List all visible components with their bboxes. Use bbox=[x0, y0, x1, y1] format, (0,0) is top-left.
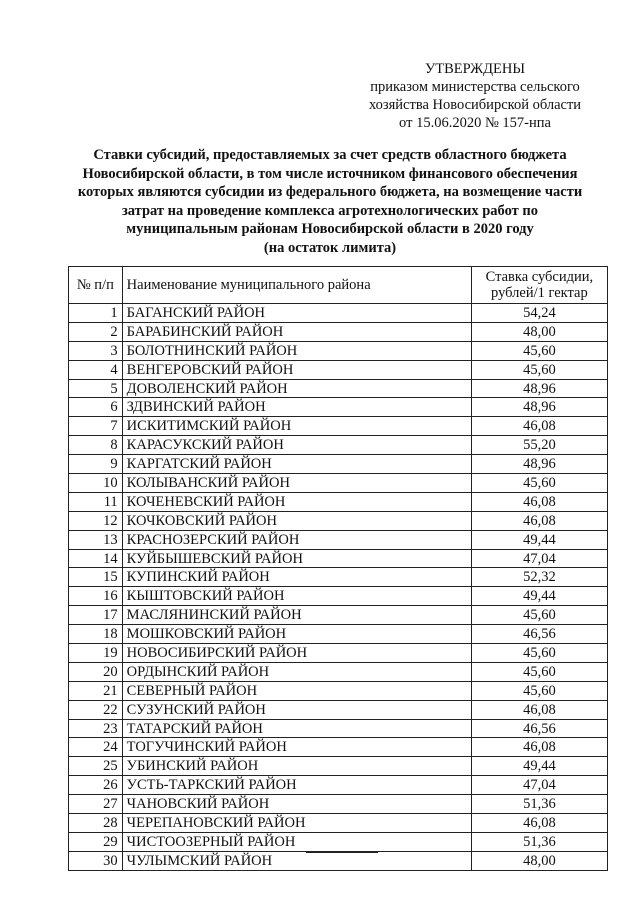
district-name: БАРАБИНСКИЙ РАЙОН bbox=[122, 322, 471, 341]
table-row bbox=[69, 436, 608, 455]
row-number: 22 bbox=[69, 700, 123, 719]
row-number: 12 bbox=[69, 511, 123, 530]
row-number: 18 bbox=[69, 625, 123, 644]
subsidy-rate: 46,08 bbox=[471, 511, 607, 530]
table-row bbox=[69, 625, 608, 644]
district-name: КУПИНСКИЙ РАЙОН bbox=[122, 568, 471, 587]
approval-line: приказом министерства сельского bbox=[370, 79, 580, 95]
header-district-name: Наименование муниципального района bbox=[122, 267, 471, 304]
subsidy-rate: 49,44 bbox=[471, 587, 607, 606]
table-row bbox=[69, 474, 608, 493]
row-number: 23 bbox=[69, 719, 123, 738]
table-row bbox=[69, 511, 608, 530]
row-number: 27 bbox=[69, 795, 123, 814]
header-number: № п/п bbox=[69, 267, 123, 304]
subsidy-rate: 46,56 bbox=[471, 719, 607, 738]
district-name: КУЙБЫШЕВСКИЙ РАЙОН bbox=[122, 549, 471, 568]
row-number: 2 bbox=[69, 322, 123, 341]
row-number: 3 bbox=[69, 341, 123, 360]
district-name: ЧИСТООЗЕРНЫЙ РАЙОН bbox=[122, 832, 471, 851]
row-number: 24 bbox=[69, 738, 123, 757]
row-number: 5 bbox=[69, 379, 123, 398]
title-line: Новосибирской области, в том числе источником финансового обеспечения bbox=[82, 165, 578, 182]
district-name: МАСЛЯНИНСКИЙ РАЙОН bbox=[122, 606, 471, 625]
header-rate-line: рублей/1 гектар bbox=[491, 285, 588, 301]
row-number: 21 bbox=[69, 681, 123, 700]
row-number: 14 bbox=[69, 549, 123, 568]
district-name: БОЛОТНИНСКИЙ РАЙОН bbox=[122, 341, 471, 360]
row-number: 9 bbox=[69, 455, 123, 474]
row-number: 19 bbox=[69, 644, 123, 663]
row-number: 25 bbox=[69, 757, 123, 776]
subsidy-rate: 45,60 bbox=[471, 662, 607, 681]
row-number: 10 bbox=[69, 474, 123, 493]
subsidy-rate: 45,60 bbox=[471, 474, 607, 493]
subsidy-rate: 47,04 bbox=[471, 776, 607, 795]
row-number: 26 bbox=[69, 776, 123, 795]
title-line: муниципальным районам Новосибирской области в 2020 году bbox=[126, 221, 534, 237]
table-row bbox=[69, 587, 608, 606]
subsidy-rate: 48,96 bbox=[471, 455, 607, 474]
row-number: 6 bbox=[69, 398, 123, 417]
row-number: 11 bbox=[69, 492, 123, 511]
row-number: 8 bbox=[69, 436, 123, 455]
district-name: ОРДЫНСКИЙ РАЙОН bbox=[122, 662, 471, 681]
table-row bbox=[69, 322, 608, 341]
approval-block bbox=[350, 60, 600, 132]
district-name: ТАТАРСКИЙ РАЙОН bbox=[122, 719, 471, 738]
subsidy-rate: 48,00 bbox=[471, 851, 607, 870]
row-number: 13 bbox=[69, 530, 123, 549]
subsidy-rate: 46,08 bbox=[471, 700, 607, 719]
title-line: (на остаток лимита) bbox=[263, 239, 397, 256]
table-row bbox=[69, 681, 608, 700]
district-name: ВЕНГЕРОВСКИЙ РАЙОН bbox=[122, 360, 471, 379]
table-row bbox=[69, 606, 608, 625]
table-row bbox=[69, 851, 608, 870]
header-rate bbox=[471, 267, 607, 304]
subsidy-rate: 46,08 bbox=[471, 738, 607, 757]
subsidy-rate: 47,04 bbox=[471, 549, 607, 568]
table-body bbox=[69, 304, 608, 871]
subsidy-rate: 45,60 bbox=[471, 681, 607, 700]
subsidy-rate: 45,60 bbox=[471, 606, 607, 625]
district-name: КОЧКОВСКИЙ РАЙОН bbox=[122, 511, 471, 530]
district-name: КОЧЕНЕВСКИЙ РАЙОН bbox=[122, 492, 471, 511]
subsidy-rates-table bbox=[68, 266, 608, 871]
table-row bbox=[69, 379, 608, 398]
row-number: 15 bbox=[69, 568, 123, 587]
table-row bbox=[69, 662, 608, 681]
table-header-row bbox=[69, 267, 608, 304]
table-row bbox=[69, 644, 608, 663]
subsidy-rate: 49,44 bbox=[471, 757, 607, 776]
table-row bbox=[69, 776, 608, 795]
district-name: УБИНСКИЙ РАЙОН bbox=[122, 757, 471, 776]
table-row bbox=[69, 568, 608, 587]
approval-line: хозяйства Новосибирской области bbox=[368, 97, 582, 113]
table-row bbox=[69, 530, 608, 549]
district-name: КОЛЫВАНСКИЙ РАЙОН bbox=[122, 474, 471, 493]
table-row bbox=[69, 417, 608, 436]
row-number: 20 bbox=[69, 662, 123, 681]
table-row bbox=[69, 398, 608, 417]
district-name: ЗДВИНСКИЙ РАЙОН bbox=[122, 398, 471, 417]
district-name: КРАСНОЗЕРСКИЙ РАЙОН bbox=[122, 530, 471, 549]
approval-date: от 15.06.2020 № 157-нпа bbox=[399, 115, 551, 131]
district-name: ИСКИТИМСКИЙ РАЙОН bbox=[122, 417, 471, 436]
subsidy-rate: 52,32 bbox=[471, 568, 607, 587]
subsidy-rate: 48,96 bbox=[471, 398, 607, 417]
header-rate-line: Ставка субсидии, bbox=[485, 269, 594, 285]
row-number: 17 bbox=[69, 606, 123, 625]
district-name: СЕВЕРНЫЙ РАЙОН bbox=[122, 681, 471, 700]
subsidy-rate: 46,08 bbox=[471, 492, 607, 511]
row-number: 30 bbox=[69, 851, 123, 870]
title-line: Ставки субсидий, предоставляемых за счет средств областного бюджета bbox=[93, 147, 567, 163]
table-row bbox=[69, 455, 608, 474]
district-name: ЧЕРЕПАНОВСКИЙ РАЙОН bbox=[122, 814, 471, 833]
title-line: которых являются субсидии из федерального бюджета, на возмещение части bbox=[77, 184, 583, 200]
subsidy-rate: 48,00 bbox=[471, 322, 607, 341]
district-name: НОВОСИБИРСКИЙ РАЙОН bbox=[122, 644, 471, 663]
approval-heading: УТВЕРЖДЕНЫ bbox=[424, 61, 526, 77]
subsidy-rate: 46,56 bbox=[471, 625, 607, 644]
row-number: 29 bbox=[69, 832, 123, 851]
subsidy-rate: 51,36 bbox=[471, 795, 607, 814]
subsidy-rate: 54,24 bbox=[471, 304, 607, 323]
row-number: 4 bbox=[69, 360, 123, 379]
table-row bbox=[69, 360, 608, 379]
footer-separator-line bbox=[306, 852, 378, 853]
subsidy-rate: 51,36 bbox=[471, 832, 607, 851]
row-number: 7 bbox=[69, 417, 123, 436]
title-line: затрат на проведение комплекса агротехнологических работ по bbox=[121, 202, 539, 219]
district-name: БАГАНСКИЙ РАЙОН bbox=[122, 304, 471, 323]
district-name: УСТЬ-ТАРКСКИЙ РАЙОН bbox=[122, 776, 471, 795]
table-row bbox=[69, 738, 608, 757]
subsidy-rate: 48,96 bbox=[471, 379, 607, 398]
district-name: ДОВОЛЕНСКИЙ РАЙОН bbox=[122, 379, 471, 398]
subsidy-rate: 45,60 bbox=[471, 360, 607, 379]
table-row bbox=[69, 795, 608, 814]
district-name: КАРАСУКСКИЙ РАЙОН bbox=[122, 436, 471, 455]
table-row bbox=[69, 832, 608, 851]
document-title bbox=[60, 146, 600, 257]
subsidy-rate: 45,60 bbox=[471, 341, 607, 360]
table-row bbox=[69, 700, 608, 719]
district-name: СУЗУНСКИЙ РАЙОН bbox=[122, 700, 471, 719]
subsidy-rate: 46,08 bbox=[471, 417, 607, 436]
subsidy-rate: 45,60 bbox=[471, 644, 607, 663]
table-row bbox=[69, 304, 608, 323]
district-name: МОШКОВСКИЙ РАЙОН bbox=[122, 625, 471, 644]
table-row bbox=[69, 549, 608, 568]
subsidy-rate: 46,08 bbox=[471, 814, 607, 833]
row-number: 28 bbox=[69, 814, 123, 833]
district-name: ТОГУЧИНСКИЙ РАЙОН bbox=[122, 738, 471, 757]
table-row bbox=[69, 757, 608, 776]
row-number: 1 bbox=[69, 304, 123, 323]
table-row bbox=[69, 492, 608, 511]
table-row bbox=[69, 814, 608, 833]
table-row bbox=[69, 719, 608, 738]
subsidy-rate: 49,44 bbox=[471, 530, 607, 549]
subsidy-rate: 55,20 bbox=[471, 436, 607, 455]
row-number: 16 bbox=[69, 587, 123, 606]
district-name: КЫШТОВСКИЙ РАЙОН bbox=[122, 587, 471, 606]
district-name: ЧАНОВСКИЙ РАЙОН bbox=[122, 795, 471, 814]
district-name: ЧУЛЫМСКИЙ РАЙОН bbox=[122, 851, 471, 870]
table-row bbox=[69, 341, 608, 360]
district-name: КАРГАТСКИЙ РАЙОН bbox=[122, 455, 471, 474]
